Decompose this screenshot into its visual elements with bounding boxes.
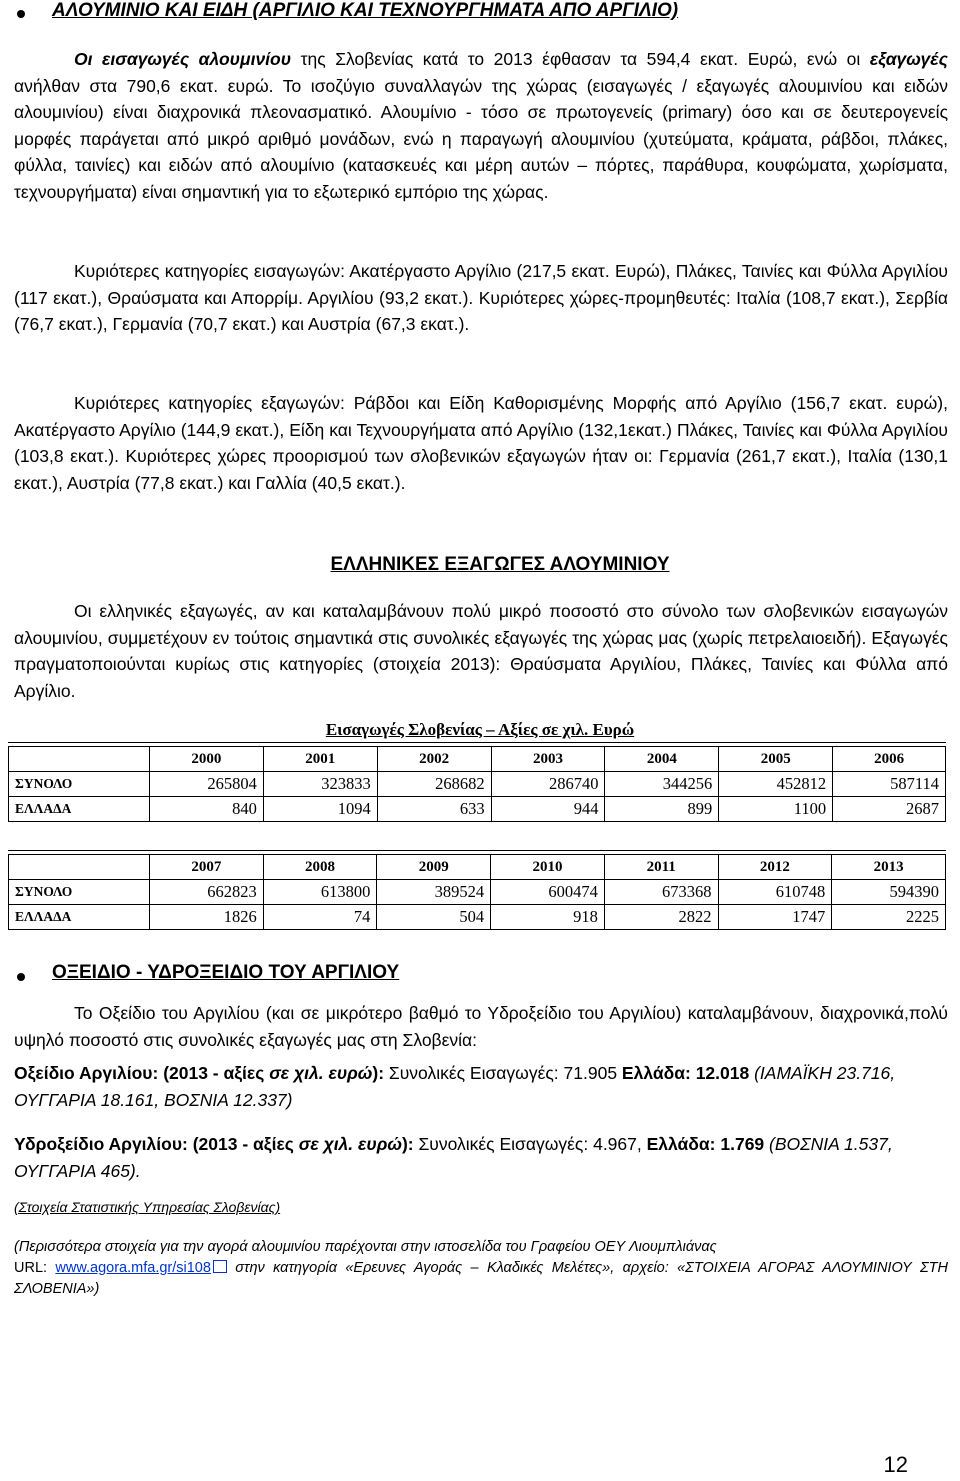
value-cell: 613800 <box>263 880 377 905</box>
period-end: ): <box>401 1134 414 1154</box>
aluminium-intro-paragraph <box>14 46 948 205</box>
value-cell: 1094 <box>263 797 377 822</box>
value-cell: 2225 <box>832 905 946 930</box>
year-cell: 2001 <box>263 747 377 772</box>
oxide-intro-text: Το Οξείδιο του Αργιλίου (και σε μικρότερο βαθμό το Υδροξείδιο του Αργιλίου) καταλαμβάνουν, διαχρονικά,πολύ υψηλό ποσοστό στις συνολικές εξαγωγές μας στη Σλοβενία: <box>14 1003 948 1050</box>
greek-exports-text: Οι ελληνικές εξαγωγές, αν και καταλαμβάνουν πολύ μικρό ποσοστό στο σύνολο των σλοβενικών εισαγωγών αλουμινίου, συμμετέχουν εν τούτοις σημαντικά στις συνολικές εξαγωγές της χώρας μας (χωρίς πετρελαιοειδή). Εξαγωγές πραγματοποιούνται κυρίως στις κατηγορίες (στοιχεία 2013): Θραύσματα Αργιλίου, Πλάκες, Ταινίες και Φύλλα από Αργίλιο. <box>14 601 948 701</box>
period-unit: σε χιλ. ευρώ <box>269 1063 373 1083</box>
period-unit: σε χιλ. ευρώ <box>298 1134 402 1154</box>
intro-text-2: ανήλθαν στα 790,6 εκατ. ευρώ. Το ισοζύγιο συναλλαγών της χώρας (εισαγωγές / εξαγωγές αλουμινίου και ειδών αλουμινίου) είναι διαχρονικά πλεονασματικό. Αλουμίνιο - τόσο σε πρωτογενείς (primary) όσο και σε δευτερογενείς μορφές παράγεται από μικρό αριθμό μονάδων, ενώ η παραγωγή αλουμινίου (χυτεύματα, κράματα, ράβδοι, πλάκες, φύλλα, ταινίες) και ειδών από αλουμίνιο (κατασκευές και μέρη αυτών – πόρτες, παράθυρα, κουφώματα, χωρίσματα, τεχνουργήματα) είναι σημαντική για το εξωτερικό εμπόριο της χώρας. <box>14 75 948 202</box>
value-cell: 662823 <box>150 880 264 905</box>
more-info-text-1: (Περισσότερα στοιχεία για την αγορά αλουμινίου παρέχονται στην ιστοσελίδα του Γραφείου ΟΕΥ Λιουμπλιάνας <box>14 1239 717 1255</box>
value-cell: 2687 <box>833 797 946 822</box>
oxide-total: Συνολικές Εισαγωγές: 71.905 <box>384 1063 622 1083</box>
year-cell: 2011 <box>604 855 718 880</box>
agora-link[interactable]: www.agora.mfa.gr/si108 <box>55 1260 211 1276</box>
more-info-text-2: στην κατηγορία «Ερευνες Αγοράς – Κλαδικές Μελέτες», αρχείο: «ΣΤΟΙΧΕΙΑ ΑΓΟΡΑΣ ΑΛΟΥΜΙΝΙΟΥ ΣΤΗ ΣΛΟΒΕΝΙΑ») <box>14 1260 948 1297</box>
value-cell: 344256 <box>605 772 719 797</box>
value-cell: 74 <box>263 905 377 930</box>
year-cell: 2013 <box>832 855 946 880</box>
value-cell: 594390 <box>832 880 946 905</box>
greek-exports-heading: ΕΛΛΗΝΙΚΕΣ ΕΞΑΓΩΓΕΣ ΑΛΟΥΜΙΝΙΟΥ <box>330 554 670 575</box>
value-cell: 2822 <box>604 905 718 930</box>
hydroxide-total: Συνολικές Εισαγωγές: 4.967, <box>413 1134 647 1154</box>
value-cell: 265804 <box>150 772 264 797</box>
period-end: ): <box>372 1063 385 1083</box>
intro-text-1: της Σλοβενίας κατά το 2013 έφθασαν τα 594,4 εκατ. Ευρώ, ενώ οι <box>291 49 870 69</box>
page-number: 12 <box>883 1452 908 1477</box>
import-categories-text: Κυριότερες κατηγορίες εισαγωγών: Ακατέργαστο Αργίλιο (217,5 εκατ. Ευρώ), Πλάκες, Ταινίες και Φύλλα Αργιλίου (117 εκατ.), Θραύσματα και Απορρίμ. Αργιλίου (93,2 εκατ.). Κυριότερες χώρες-προμηθευτές: Ιταλία (108,7 εκατ.), Σερβία (76,7 εκατ.), Γερμανία (70,7 εκατ.) και Αυστρία (67,3 εκατ.). <box>14 261 948 334</box>
year-cell: 2003 <box>491 747 605 772</box>
value-cell: 268682 <box>377 772 491 797</box>
year-cell: 2007 <box>150 855 264 880</box>
year-cell: 2010 <box>491 855 605 880</box>
year-cell: 2005 <box>719 747 833 772</box>
imports-term: Οι εισαγωγές αλουμινίου <box>74 49 292 69</box>
more-info-note <box>14 1237 948 1300</box>
exports-term: εξαγωγές <box>869 49 948 69</box>
url-label: URL: <box>14 1260 56 1276</box>
oxide-label: Οξείδιο Αργιλίου: <box>14 1063 159 1083</box>
imports-table-2000-2006 <box>8 746 946 822</box>
greece-value: 1.769 <box>720 1134 765 1154</box>
greece-label: Ελλάδα: <box>621 1063 691 1083</box>
row-label: ΕΛΛΑΔΑ <box>9 905 150 930</box>
table-corner-cell <box>9 855 150 880</box>
value-cell: 1100 <box>719 797 833 822</box>
value-cell: 633 <box>377 797 491 822</box>
table-header-row <box>9 855 946 880</box>
external-link-icon[interactable] <box>213 1260 227 1273</box>
year-cell: 2004 <box>605 747 719 772</box>
row-label: ΣΥΝΟΛΟ <box>9 880 150 905</box>
table-header-row <box>9 747 946 772</box>
year-cell: 2012 <box>718 855 832 880</box>
year-cell: 2000 <box>150 747 264 772</box>
bullet-icon <box>17 973 25 981</box>
period-label: (2013 - αξίες <box>192 1134 299 1154</box>
table-row <box>9 905 946 930</box>
period-label: (2013 - αξίες <box>163 1063 270 1083</box>
table-row <box>9 880 946 905</box>
value-cell: 899 <box>605 797 719 822</box>
section-title-oxide: ΟΞΕΙΔΙΟ - ΥΔΡΟΞΕΙΔΙΟ ΤΟΥ ΑΡΓΙΛΙΟΥ <box>52 962 400 983</box>
table-corner-cell <box>9 747 150 772</box>
greek-exports-paragraph <box>14 598 948 704</box>
hydroxide-label: Υδροξείδιο Αργιλίου: <box>14 1134 188 1154</box>
oxide-paragraph <box>14 1060 948 1113</box>
other-countries: (ΒΟΣΝΙΑ 1.537, ΟΥΓΓΑΡΙΑ 465). <box>14 1134 893 1181</box>
imports-table-2007-2013 <box>8 854 946 930</box>
value-cell: 918 <box>491 905 605 930</box>
import-categories-paragraph <box>14 258 948 338</box>
value-cell: 504 <box>377 905 491 930</box>
export-categories-text: Κυριότερες κατηγορίες εξαγωγών: Ράβδοι και Είδη Καθορισμένης Μορφής από Αργίλιο (156,7 εκατ. ευρώ), Ακατέργαστο Αργίλιο (144,9 εκατ.), Είδη και Τεχνουργήματα από Αργίλιο (132,1εκατ.) Πλάκες, Ταινίες και Φύλλα Αργιλίου (103,8 εκατ.). Κυριότερες χώρες προορισμού των σλοβενικών εξαγωγών ήταν οι: Γερμανία (261,7 εκατ.), Ιταλία (130,1 εκατ.), Αυστρία (77,8 εκατ.) και Γαλλία (40,5 εκατ.). <box>14 393 948 493</box>
oxide-intro-paragraph <box>14 1000 948 1053</box>
section-title-aluminium: ΑΛΟΥΜΙΝΙΟ ΚΑΙ ΕΙΔΗ (ΑΡΓΙΛΙΟ ΚΑΙ ΤΕΧΝΟΥΡΓΗΜΑΤΑ ΑΠΟ ΑΡΓΙΛΙΟ) <box>52 0 679 21</box>
value-cell: 452812 <box>719 772 833 797</box>
year-cell: 2008 <box>263 855 377 880</box>
value-cell: 840 <box>150 797 264 822</box>
hydroxide-paragraph <box>14 1131 948 1184</box>
table-title: Εισαγωγές Σλοβενίας – Αξίες σε χιλ. Ευρώ <box>325 720 635 739</box>
value-cell: 389524 <box>377 880 491 905</box>
value-cell: 1826 <box>150 905 264 930</box>
value-cell: 600474 <box>491 880 605 905</box>
year-cell: 2009 <box>377 855 491 880</box>
other-countries: (ΙΑΜΑΪΚΗ 23.716, ΟΥΓΓΑΡΙΑ 18.161, ΒΟΣΝΙΑ 12.337) <box>14 1063 896 1110</box>
year-cell: 2002 <box>377 747 491 772</box>
year-cell: 2006 <box>833 747 946 772</box>
value-cell: 673368 <box>604 880 718 905</box>
value-cell: 587114 <box>833 772 946 797</box>
greece-value: 12.018 <box>695 1063 750 1083</box>
value-cell: 944 <box>491 797 605 822</box>
value-cell: 1747 <box>718 905 832 930</box>
source-note: (Στοιχεία Στατιστικής Υπηρεσίας Σλοβενίας) <box>14 1199 281 1215</box>
value-cell: 610748 <box>718 880 832 905</box>
bullet-icon <box>17 10 25 18</box>
export-categories-paragraph <box>14 390 948 496</box>
greece-label: Ελλάδα: <box>646 1134 716 1154</box>
table-row <box>9 772 946 797</box>
value-cell: 286740 <box>491 772 605 797</box>
row-label: ΣΥΝΟΛΟ <box>9 772 150 797</box>
row-label: ΕΛΛΑΔΑ <box>9 797 150 822</box>
value-cell: 323833 <box>263 772 377 797</box>
table-row <box>9 797 946 822</box>
